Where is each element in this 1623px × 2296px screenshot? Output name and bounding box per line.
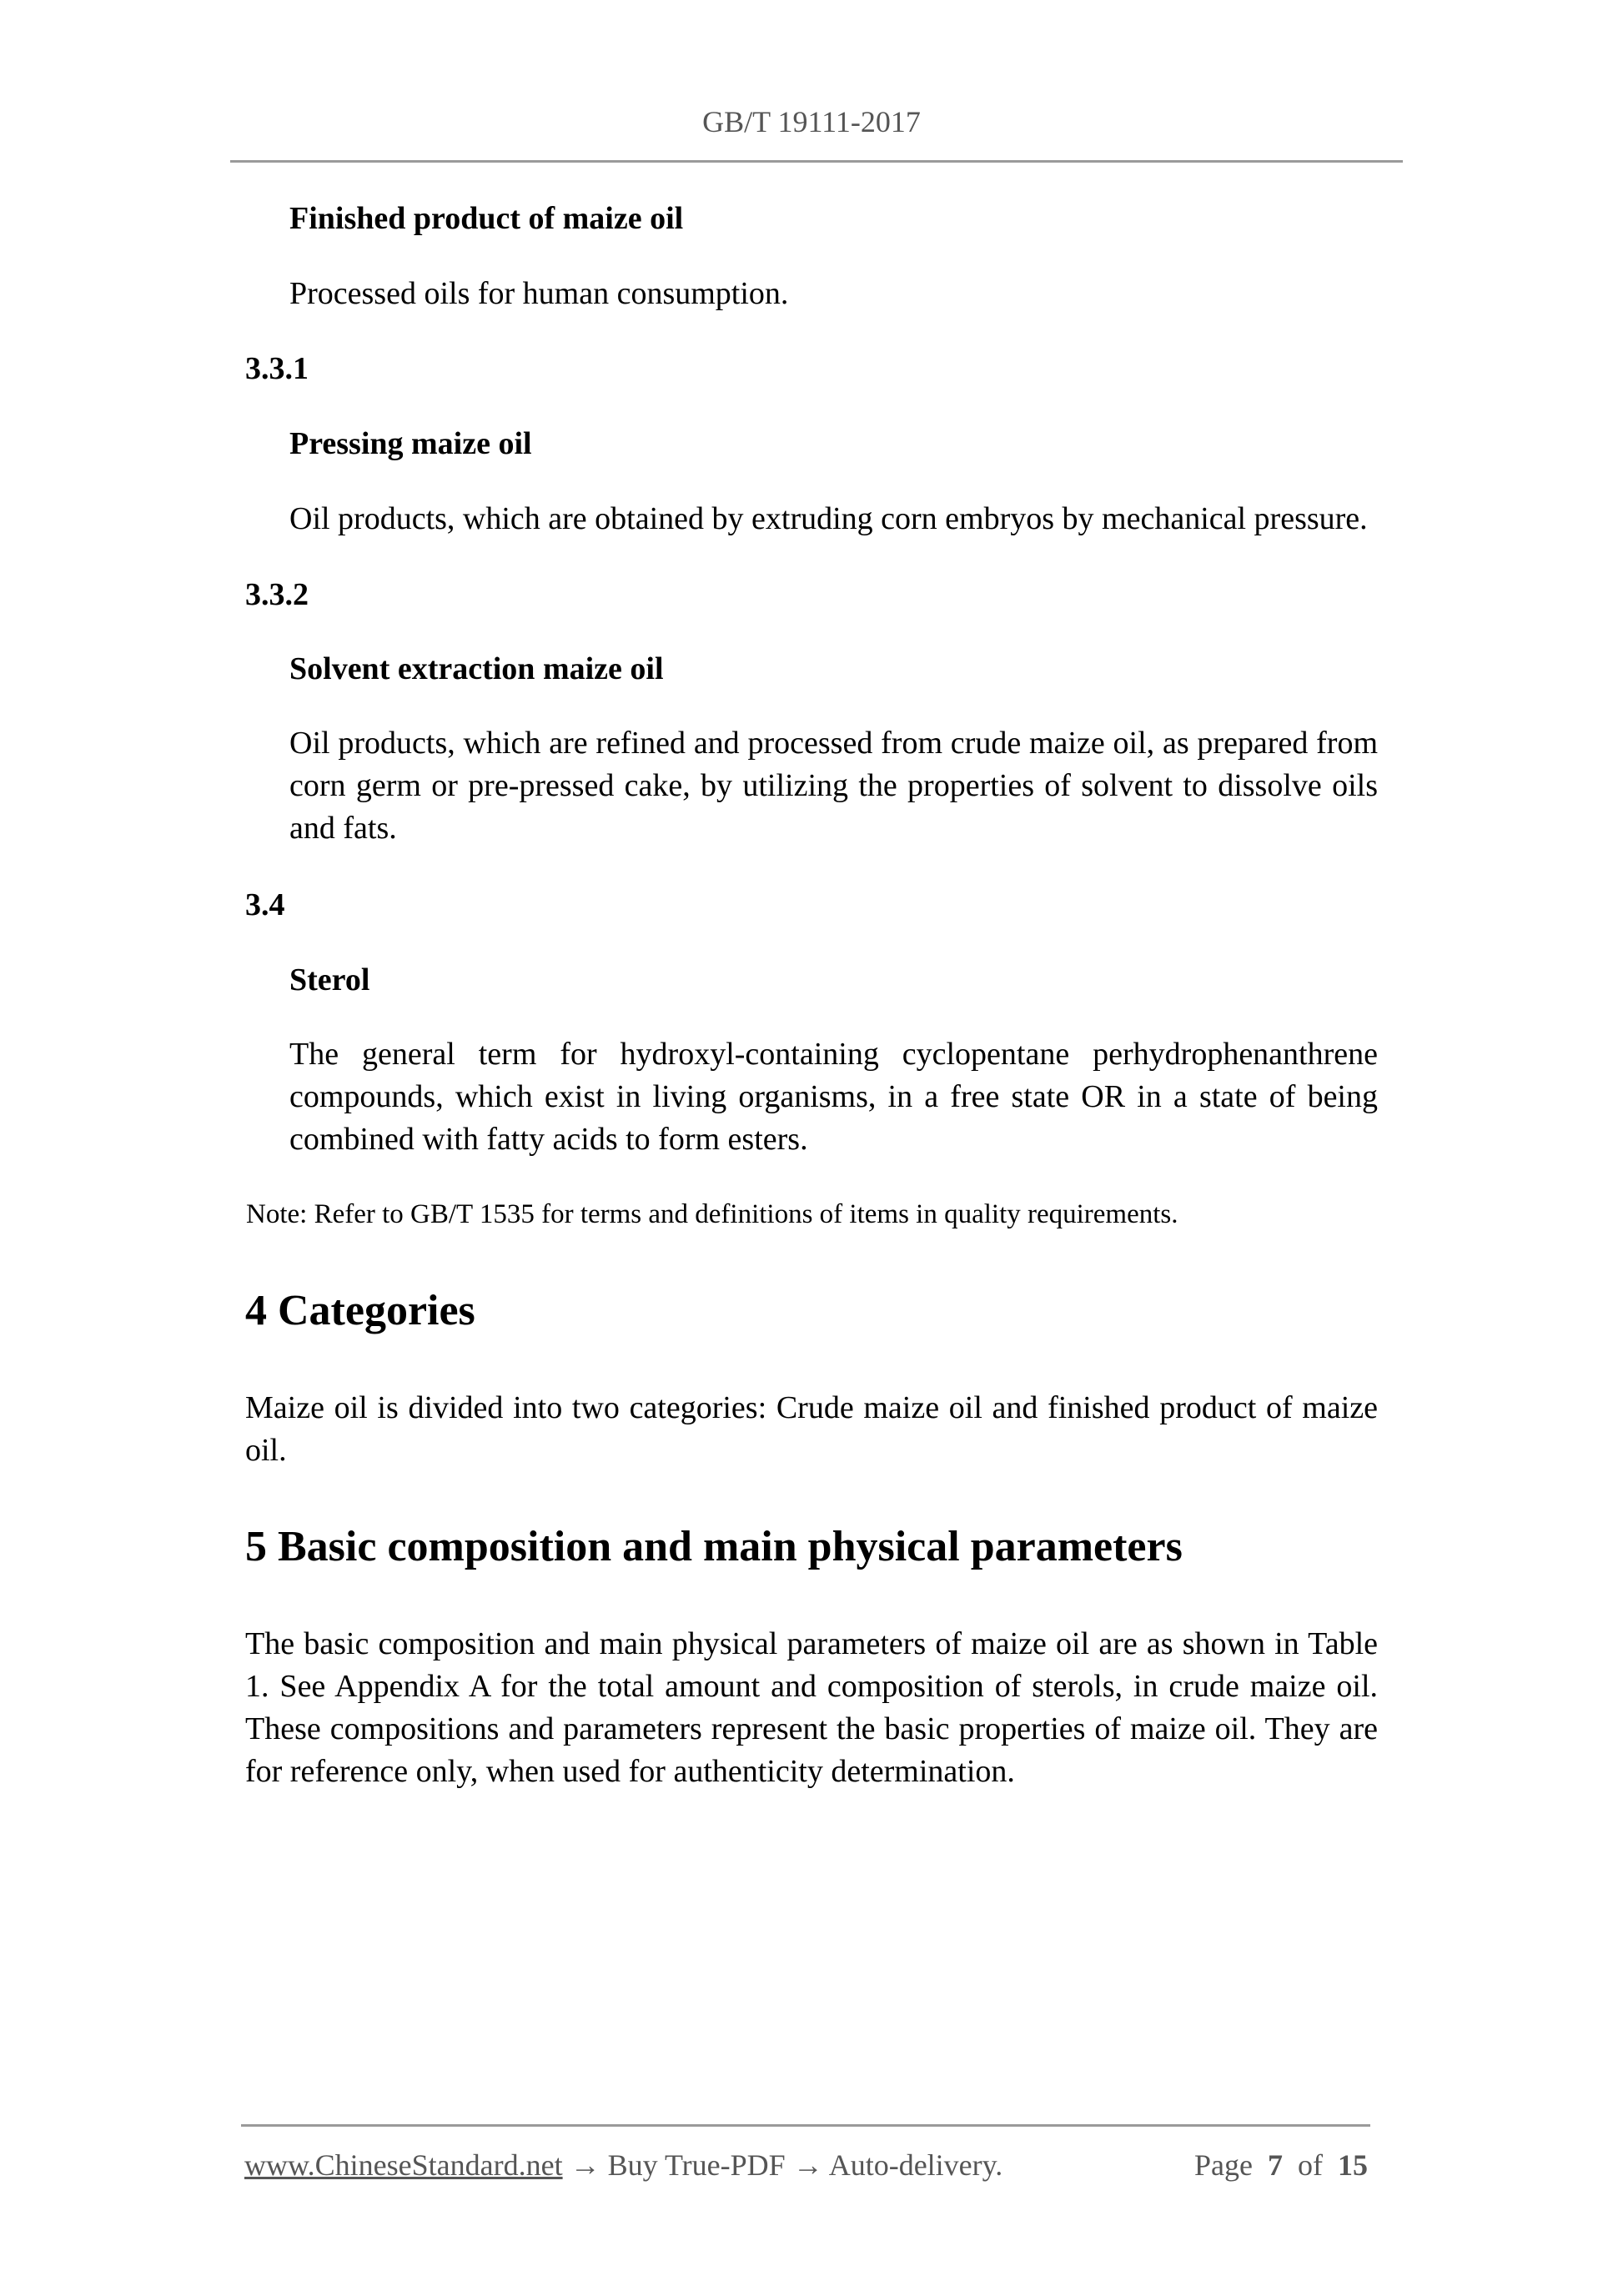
definition-sterol: The general term for hydroxyl-containing cyclopentane perhydrophenanthrene compounds, which exist in living organisms, in a free state OR in a state of being combined with fatty acids to form esters. — [289, 1037, 1378, 1157]
section-heading-categories: 4 Categories — [245, 1287, 475, 1334]
term-solvent-extraction-maize-oil: Solvent extraction maize oil — [289, 651, 664, 686]
term-sterol: Sterol — [289, 962, 370, 997]
clause-number-3-3-1: 3.3.1 — [245, 351, 309, 386]
clause-number-3-3-2: 3.3.2 — [245, 577, 309, 612]
page-label: Page — [1194, 2148, 1253, 2182]
arrow-right-icon: → — [792, 2148, 823, 2182]
page-indicator — [1194, 2150, 1368, 2180]
clause-number-3-4: 3.4 — [245, 887, 285, 922]
footer-divider — [241, 2124, 1370, 2127]
auto-delivery-text: Auto-delivery. — [828, 2148, 1003, 2182]
term-finished-product: Finished product of maize oil — [289, 201, 684, 236]
total-pages-number: 15 — [1337, 2148, 1368, 2182]
current-page-number: 7 — [1267, 2148, 1283, 2182]
categories-paragraph: Maize oil is divided into two categories: Crude maize oil and finished product of maize oil. — [245, 1390, 1378, 1468]
definition-pressing-maize-oil: Oil products, which are obtained by extruding corn embryos by mechanical pressure. — [289, 501, 1368, 536]
buy-true-pdf-text: Buy True-PDF — [607, 2148, 786, 2182]
document-code-header: GB/T 19111-2017 — [702, 105, 921, 138]
website-link[interactable]: www.ChineseStandard.net — [244, 2148, 563, 2182]
section-heading-basic-composition: 5 Basic composition and main physical parameters — [245, 1523, 1183, 1570]
arrow-right-icon: → — [570, 2148, 600, 2182]
definition-finished-product: Processed oils for human consumption. — [289, 276, 789, 311]
terms-note: Note: Refer to GB/T 1535 for terms and definitions of items in quality requirements. — [246, 1199, 1178, 1229]
definition-solvent-extraction-maize-oil: Oil products, which are refined and processed from crude maize oil, as prepared from corn germ or pre-pressed cake, by utilizing the properties of solvent to dissolve oils and fats. — [289, 726, 1378, 846]
term-pressing-maize-oil: Pressing maize oil — [289, 426, 532, 461]
page-of-label: of — [1297, 2148, 1323, 2182]
basic-composition-paragraph: The basic composition and main physical parameters of maize oil are as shown in Table 1. See Appendix A for the total amount and composition of sterols, in crude maize oil. These compositions and parameters represent the basic properties of maize oil. They are for reference only, when used for authenticity determination. — [245, 1626, 1378, 1789]
header-divider — [230, 160, 1403, 163]
footer-promo — [244, 2150, 1002, 2180]
